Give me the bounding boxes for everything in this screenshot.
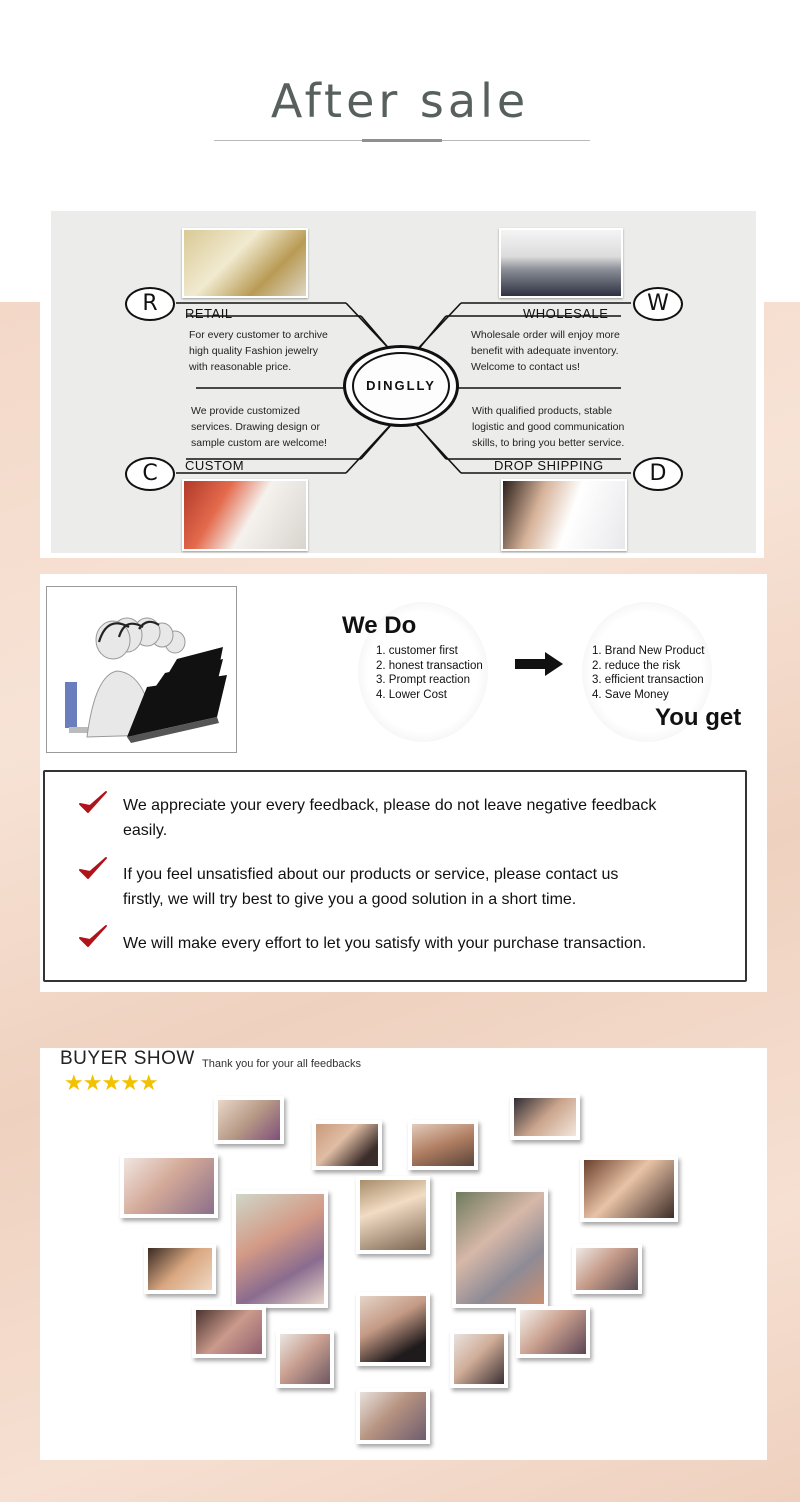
brand-logo-text: DINGLLY (366, 378, 436, 393)
drop-shipping-label: DROP SHIPPING (494, 458, 604, 473)
we-do-list (376, 644, 483, 702)
right-arrow-icon (515, 652, 565, 676)
we-do-item: 1. customer first (376, 645, 458, 657)
you-get-item: 4. Save Money (592, 688, 669, 701)
feedback-item (123, 931, 723, 956)
you-get-item: 3. efficient transaction (592, 674, 704, 686)
buyer-photo (356, 1176, 430, 1254)
retail-store-photo (182, 228, 308, 298)
buyer-photo (120, 1154, 218, 1218)
we-do-item: 3. Prompt reaction (376, 674, 470, 686)
retail-description (189, 327, 328, 375)
buyer-photo (144, 1244, 216, 1294)
retail-text-line: high quality Fashion jewelry (189, 345, 318, 357)
drop-text-line: With qualified products, stable (472, 405, 613, 417)
call-center-agents-icon (47, 587, 236, 752)
feedback-text-line: firstly, we will try best to give you a good solution in a short time. (123, 891, 577, 908)
custom-design-photo (182, 479, 308, 551)
buyer-photo (232, 1190, 328, 1308)
retail-label: RETAIL (185, 306, 233, 321)
wholesale-text-line: Welcome to contact us! (471, 361, 580, 373)
feedback-text-line: easily. (123, 822, 168, 839)
service-modes-diagram (51, 211, 756, 553)
custom-text-line: services. Drawing design or (191, 421, 320, 433)
buyer-photo (214, 1096, 284, 1144)
custom-text-line: sample custom are welcome! (191, 437, 327, 449)
title-divider-accent (362, 139, 442, 142)
retail-text-line: with reasonable price. (189, 361, 292, 373)
buyer-show-title: BUYER SHOW (60, 1048, 195, 1069)
buyer-photo (572, 1244, 642, 1294)
buyer-photo (312, 1120, 382, 1170)
custom-label: CUSTOM (185, 458, 245, 473)
drop-letter-badge: D (633, 457, 683, 491)
wholesale-text-line: Wholesale order will enjoy more (471, 329, 620, 341)
checkmark-icon (78, 924, 108, 950)
buyer-photo (192, 1306, 266, 1358)
checkmark-icon (78, 856, 108, 882)
feedback-notice-box (43, 770, 747, 982)
drop-shipping-photo (501, 479, 627, 551)
you-get-title: You get (655, 704, 742, 731)
drop-text-line: skills, to bring you better service. (472, 437, 625, 449)
wholesale-letter-badge: W (633, 287, 683, 321)
customer-service-illustration (46, 586, 237, 753)
five-star-rating-icon: ★★★★★ (64, 1070, 158, 1095)
custom-letter-badge: C (125, 457, 175, 491)
buyer-photo (276, 1330, 334, 1388)
buyer-photo (450, 1330, 508, 1388)
checkmark-icon (78, 790, 108, 816)
retail-letter-badge: R (125, 287, 175, 321)
we-do-title: We Do (342, 612, 417, 639)
we-do-item: 4. Lower Cost (376, 688, 447, 701)
we-do-item: 2. honest transaction (376, 659, 483, 672)
custom-text-line: We provide customized (191, 405, 300, 417)
retail-text-line: For every customer to archive (189, 329, 328, 341)
we-do-panel (40, 574, 767, 992)
you-get-item: 2. reduce the risk (592, 659, 681, 672)
feedback-item (123, 793, 723, 843)
buyer-photo (452, 1188, 548, 1308)
drop-shipping-description (472, 403, 624, 451)
you-get-list (592, 644, 705, 702)
buyer-photo (516, 1306, 590, 1358)
buyer-show-subtitle: Thank you for your all feedbacks (202, 1058, 361, 1070)
feedback-item (123, 862, 723, 912)
buyer-photo (356, 1388, 430, 1444)
buyer-show-panel (40, 1048, 767, 1460)
custom-description (191, 403, 327, 451)
wholesale-office-photo (499, 228, 623, 298)
drop-text-line: logistic and good communication (472, 421, 625, 433)
buyer-photo (580, 1156, 678, 1222)
buyer-photo (510, 1094, 580, 1140)
wholesale-label: WHOLESALE (523, 306, 609, 321)
buyer-photo (356, 1292, 430, 1366)
feedback-text-line: We appreciate your every feedback, please do not leave negative feedback (123, 797, 657, 814)
buyer-photo (408, 1120, 478, 1170)
you-get-item: 1. Brand New Product (592, 645, 705, 657)
feedback-text-line: If you feel unsatisfied about our products or service, please contact us (123, 866, 619, 883)
page-title: After sale (270, 74, 530, 128)
wholesale-text-line: benefit with adequate inventory. (471, 345, 619, 357)
wholesale-description (471, 327, 620, 375)
page-header (0, 0, 800, 200)
feedback-text-line: We will make every effort to let you satisfy with your purchase transaction. (123, 935, 647, 952)
service-modes-panel (40, 206, 764, 558)
